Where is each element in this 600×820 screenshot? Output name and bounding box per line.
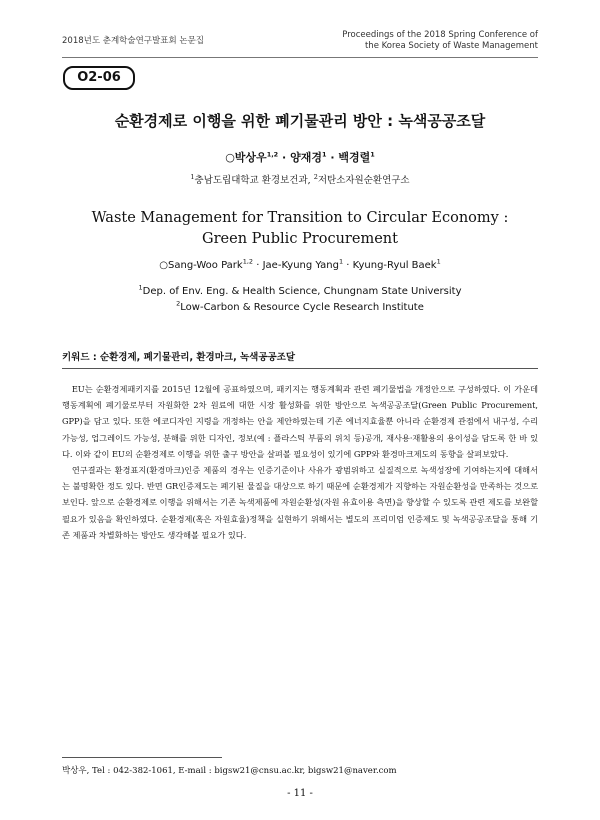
author-sup: 1 xyxy=(436,257,441,266)
keywords: 키워드 : 순환경제, 폐기물관리, 환경마크, 녹색공공조달 xyxy=(62,352,296,363)
affiliation: Dep. of Env. Eng. & Health Science, Chungnam State University xyxy=(142,286,462,297)
affil-sup: 1 xyxy=(190,172,195,181)
korean-affiliations xyxy=(0,172,600,186)
english-title-line1: Waste Management for Transition to Circular Economy : xyxy=(91,210,509,226)
english-authors xyxy=(0,257,600,271)
affil-sup: 2 xyxy=(176,299,181,308)
page-number: - 11 - xyxy=(287,788,313,799)
korean-authors xyxy=(0,149,600,165)
author-separator: · xyxy=(346,260,350,271)
english-affiliations xyxy=(0,284,600,316)
author-sup: 1 xyxy=(321,150,327,159)
author-name: 백경렬 xyxy=(338,151,371,164)
author-name: Sang-Woo Park xyxy=(168,260,243,271)
presenter-marker: ○ xyxy=(159,260,168,271)
author-separator: · xyxy=(330,151,335,164)
affiliation-line xyxy=(0,284,600,300)
english-title-line2: Green Public Procurement xyxy=(202,231,398,247)
affiliation-line xyxy=(0,300,600,316)
author-name: 양재경 xyxy=(290,151,322,164)
author-name: Kyung-Ryul Baek xyxy=(352,260,437,271)
keywords-divider xyxy=(62,368,538,369)
affiliation: 저탄소자원순환연구소 xyxy=(317,175,410,186)
running-header-left: 2018년도 춘계학술연구발표회 논문집 xyxy=(62,36,204,46)
footnote-contact: 박상우, Tel : 042-382-1061, E-mail : bigsw21@cnsu.ac.kr, bigsw21@naver.com xyxy=(62,766,397,776)
author-sup: 1 xyxy=(370,150,375,159)
author-name: Jae-Kyung Yang xyxy=(262,260,339,271)
author-sup: 1,2 xyxy=(266,150,279,159)
abstract-body xyxy=(62,381,538,543)
affiliation: 충남도립대학교 환경보건과, xyxy=(194,175,311,186)
korean-title: 순환경제로 이행을 위한 폐기물관리 방안 : 녹색공공조달 xyxy=(114,112,486,130)
abstract-paragraph: 연구결과는 환경표지(환경마크)인증 제품의 경우는 인증기준이나 사유가 광범위하고 실질적으로 녹색성장에 기여하는지에 대해서는 불명확한 정도 있다. 반면 GR인증제도는 폐기된 물질을 대상으로 하기 때문에 순환경제가 지향하는 자원순환성을 만족하는 것으로 보인다. 앞으로 순환경제로 이행을 위해서는 기존 녹색제품에 자원순환성(자원 유효이용 측면)을 향상할 수 있도록 관련 제도를 보완할 필요가 있음을 확인하였다. 순환경제(혹은 자원효율)정책을 실현하기 위해서는 별도의 프리미엄 인증제도 및 녹색공공조달을 통해 기존 제품과 차별화하는 방안도 생각해볼 필요가 있다. xyxy=(62,465,538,540)
header-right-line2: the Korea Society of Waste Management xyxy=(364,41,538,51)
author-name: 박상우 xyxy=(234,151,267,164)
author-sup: 1 xyxy=(338,257,344,266)
header-divider xyxy=(62,57,538,58)
affil-sup: 1 xyxy=(138,283,143,292)
affil-sup: 2 xyxy=(313,172,318,181)
presenter-marker: ○ xyxy=(225,151,235,164)
abstract-paragraph: EU는 순환경제패키지를 2015년 12월에 공표하였으며, 패키지는 행동계획과 관련 폐기물법을 개정안으로 구성하였다. 이 가운데 행동계획에 폐기물로부터 자원화한 2차 원료에 대한 시장 활성화를 위한 방안으로 녹색공공조달(Green Public Procurement, GPP)을 담고 있다. 또한 에코디자인 지령을 개정하는 안을 제안하였는데 기존 에너지효율뿐 아니라 순환경제 관점에서 내구성, 수리 가능성, 업그레이드 가능성, 분해를 위한 디자인, 정보(예 : 플라스틱 부품의 위치 등)공개, 재사용·재활용의 용이성을 담도록 한 바 있다. 이와 같이 EU의 순환경제로 이행을 위한 출구 방안을 살펴볼 필요성이 있기에 GPP와 환경마크제도의 동향을 살펴보았다. xyxy=(62,384,538,459)
author-separator: · xyxy=(282,151,287,164)
running-header-right xyxy=(342,30,538,52)
footnote-divider xyxy=(62,757,222,758)
author-sup: 1,2 xyxy=(242,257,254,266)
session-badge: O2-06 xyxy=(63,66,135,90)
affiliation: Low-Carbon & Resource Cycle Research Institute xyxy=(180,302,424,313)
author-separator: · xyxy=(256,260,260,271)
header-right-line1: Proceedings of the 2018 Spring Conference of xyxy=(342,30,538,40)
english-title xyxy=(0,208,600,250)
